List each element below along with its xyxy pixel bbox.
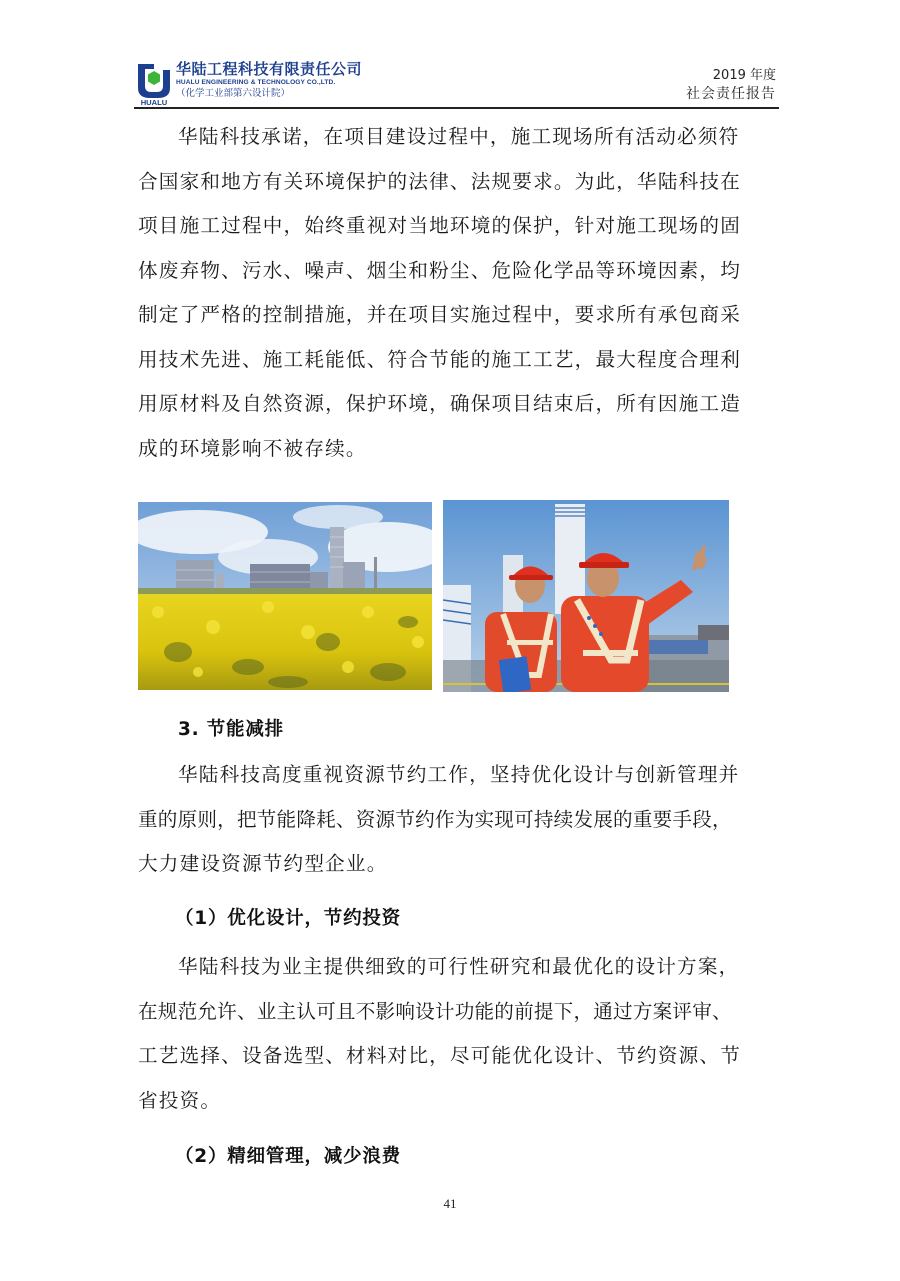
- paragraph-line: 大力建设资源节约型企业。: [138, 852, 388, 875]
- company-name-en: HUALU ENGINEERING & TECHNOLOGY CO.,LTD.: [176, 79, 336, 86]
- company-subtitle: （化学工业部第六设计院）: [176, 88, 291, 99]
- header-divider: [134, 107, 779, 109]
- paragraph-line: 省投资。: [138, 1088, 222, 1112]
- environment-paragraph: [138, 115, 758, 471]
- svg-text:HUALU: HUALU: [140, 98, 168, 106]
- section-heading-energy-saving: 3. 节能减排: [178, 719, 284, 740]
- paragraph-line: 华陆科技承诺，在项目建设过程中，施工现场所有活动必须符: [178, 125, 740, 148]
- optimize-design-paragraph: [138, 945, 758, 1123]
- page-number: 41: [443, 1196, 457, 1211]
- page-header: [134, 58, 780, 110]
- subsection-heading-fine-management: （2）精细管理，减少浪费: [175, 1146, 401, 1167]
- paragraph-line: 合国家和地方有关环境保护的法律、法规要求。为此，华陆科技在: [138, 169, 742, 193]
- company-name-cn: 华陆工程科技有限责任公司: [176, 60, 363, 78]
- paragraph-line: 华陆科技高度重视资源节约工作，坚持优化设计与创新管理并: [178, 763, 740, 786]
- paragraph-line: 工艺选择、设备选型、材料对比，尽可能优化设计、节约资源、节: [138, 1044, 742, 1067]
- hualu-logo-icon: [136, 62, 172, 106]
- report-title: 社会责任报告: [686, 86, 776, 102]
- subsection-heading-optimize-design: （1）优化设计，节约投资: [175, 908, 401, 929]
- paragraph-line: 成的环境影响不被存续。: [138, 436, 367, 460]
- company-block: [176, 61, 362, 101]
- energy-saving-paragraph: [138, 753, 758, 887]
- report-year: 2019 年度: [712, 68, 776, 83]
- paragraph-line: 重的原则，把节能降耗、资源节约作为实现可持续发展的重要手段，: [138, 807, 732, 831]
- paragraph-line: 华陆科技为业主提供细致的可行性研究和最优化的设计方案，: [178, 955, 740, 978]
- rapeseed-field-plant-photo: [138, 502, 432, 690]
- paragraph-line: 制定了严格的控制措施，并在项目实施过程中，要求所有承包商采: [138, 303, 742, 326]
- paragraph-line: 用原材料及自然资源，保护环境，确保项目结束后，所有因施工造: [138, 392, 742, 415]
- paragraph-line: 项目施工过程中，始终重视对当地环境的保护，针对施工现场的固: [138, 214, 742, 237]
- workers-on-site-photo: [443, 500, 729, 692]
- paragraph-line: 用技术先进、施工耗能低、符合节能的施工工艺，最大程度合理利: [138, 347, 742, 371]
- paragraph-line: 体废弃物、污水、噪声、烟尘和粉尘、危险化学品等环境因素，均: [138, 258, 742, 282]
- paragraph-line: 在规范允许、业主认可且不影响设计功能的前提下，通过方案评审、: [138, 999, 732, 1023]
